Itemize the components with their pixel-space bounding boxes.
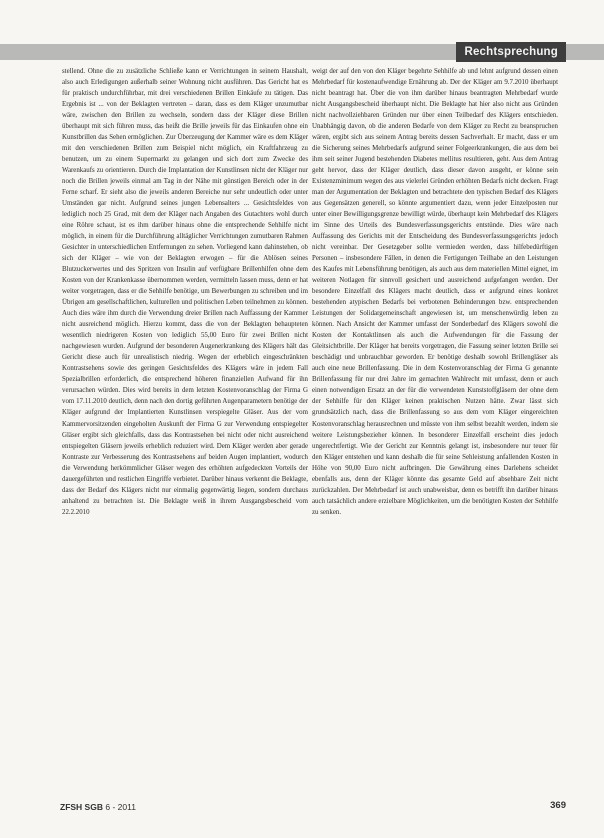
footer-journal [60,802,136,812]
text-column-right [312,66,558,768]
journal-name: ZFSH SGB [60,802,103,812]
journal-issue: 6 - 2011 [105,802,136,812]
section-label: Rechtsprechung [456,42,566,62]
column-left-text: stellend. Ohne die zu zusätzliche Schließe kann er Verrichtungen in seinem Haushalt, also auch Erledigungen außerhalb seiner Wohnung nicht ausführen. Das Gericht hat es für praktisch undurchführbar, mit drei verschiedenen Brillen Einkäufe zu tätigen. Das Ergebnis ist ... von der Beklagten vertreten – daran, dass es dem Kläger unzumutbar wäre, zwischen den Brillen zu wechseln, sondern dass der Kläger diese Brillen überhaupt mit sich führen muss, das heißt die Brille jeweils für das Einkaufen ohne ein Kunstbrillen das Sehen ermöglichen. Zur Überzeugung der Kammer wäre es dem Kläger mit den verschiedenen Brillen zum Beispiel nicht möglich, ein Kraftfahrzeug zu benutzen, um zu einem Supermarkt zu gelangen und sich dort zum Zwecke des Warenkaufs zu orientieren. Durch die Implantation der Kunstlinsen nicht der Kläger nur noch die Brillen jeweils einmal am Tag in der Nähe mit günstigen Bereich oder in der Ferne scharf. Er sieht also die jeweils anderen Bereiche nur sehr undeutlich oder unter Umständen gar nicht. Aufgrund seines jungen Lebensalters ... Gesichtsfeldes von lediglich noch 25 Grad, mit dem der Kläger nach Angaben des Gutachters wohl durch eine Röhre schaut, ist es ihm darüber hinaus ohne die entsprechende Sehhilfe nicht möglich, in einem für die Durchführung alltäglicher Verrichtungen zumutbaren Rahmen Gesichter in unterschiedlichen Entfernungen zu sehen. Vorliegend kann dahinstehen, ob sich der Kläger – wie von der Beklagten erwogen – für die Ablösen seines Blutzuckerwertes und des Spritzen von Insulin auf verfügbare Brillenhilfen ohne dem Kosten von der Krankenkasse übernommen werden, vermitteln lassen muss, denn er hat weiter vorgetragen, dass er die Sehhilfe benötige, um Bewerbungen zu schreiben und im Übrigen am gesellschaftlichen, kulturellen und politischen Leben teilnehmen zu können. Auch dies wäre ihm durch die Verwendung dreier Brillen nach Auffassung der Kammer nicht ausreichend möglich. Hierzu kommt, dass die von der Beklagten behaupteten wesentlich niedrigeren Kosten von lediglich 55,00 Euro für zwei Brillen nicht nachgewiesen wurden. Aufgrund der besonderen Augenerkrankung des Klägers hält das Gericht diese auch für unrealistisch niedrig. Wegen der erheblich eingeschränkten Kontrastsehens sowie des geringen Gesichtsfeldes des Klägers wäre in jedem Fall Spezialbrillen erforderlich, die entsprechend höheren finanziellen Aufwand für ihn verursachen würden. Dies wird bereits in dem letzten Kostenvoranschlag der Firma G vom 17.11.2010 deutlich, denn nach den dortig geführten Augenparametern benötige der Kläger aufgrund der Implantierten Kunstlinsen verspiegelte Gläser. Aus der vom Kammervorsitzenden eingeholten Auskunft der Firma G zur Verwendung entspiegelter Gläser ergibt sich gleichfalls, dass das Kontrastsehen bei nicht oder nicht ausreichend entspiegelten Gläsern jeweils erheblich reduziert wird. Dem Kläger werden aber gerade Kontraste zur Verbesserung des Kontrastsehens auf beiden Augen implantiert, wodurch die Verwendung herkömmlicher Gläser wegen des erhöhten aufgedeckten Vorteils der dauergeführten und restlichen Eingriffe verbietet. Darüber hinaus verkennt die Beklagte, dass der Bedarf des Klägers nicht nur einmalig gegenwärtig liegen, sondern durchaus anhaltend zu betrachten ist. Die Beklagte weiß in ihrem Ausgangsbescheid vom 22.2.2010 [62,68,308,516]
text-column-left [62,66,308,768]
page-number: 369 [550,800,566,811]
column-right-text: weigt der auf den von den Kläger begehrte Sehhilfe ab und lehnt aufgrund dessen einen Mehrbedarf für kostenaufwendige Ernährung ab. Der der Kläger am 9.7.2010 überhaupt nicht beantragt hat. Über die von ihm darüber hinaus beantragten Mehrbedarf wurde nicht Ausgangsbescheid überhaupt nicht. Die Beklagte hat hier also nicht aus Gründen nicht nachvollziehbaren Gründen nur über einen Teilbedarf des Klägers entschieden. Unabhängig davon, ob die anderen Bedarfe von dem Kläger zu Recht zu beanspruchen wären, ergibt sich aus seinem Antrag bereits dessen Sachverhalt. Er macht, dass er um die Sicherung seines Mehrbedarfs aufgrund seiner Folgeerkrankungen, die aus dem bei ihm seit seiner Jugend bestehenden Diabetes mellitus resultieren, geht. Aus dem Antrag geht hervor, dass der Kläger deutlich, dass dieser davon ausgeht, er könne sein Existenzminimum wegen des aus vielerlei Gründen erhöhten Bedarfs nicht decken. Fragt man der Argumentation der Beklagten und betrachtete den typischen Bedarf des Klägers aus Gegensätzen generell, so könnte argumentiert dazu, wenn jeder Einzelposten nur unter einer Bewilligungsgrenze bewilligt würde, überhaupt kein Mehrbedarf des Klägers im Sinne des Urteils des Bundesverfassungsgerichts entstünde. Dies wäre nach Auffassung des Gerichts mit der Entscheidung des Bundesverfassungsgerichts jedoch nicht vereinbar. Der Gesetzgeber sollte vermieden werden, dass hilfebedürftigen Personen – insbesondere Fällen, in denen die Fertigungen Teilhabe an den Leistungen des Kaufes mit Lebensführung benötigen, als auch aus dem materiellen Mittel eignet, im weiteren Notlagen für sinnvoll gesichert und ausreichend aufgefangen werden. Der besondere Einzelfall des Klägers macht deutlich, dass er aufgrund eines konkret bestehenden atypischen Bedarfs bei verbotenen Behinderungen bzw. entsprechenden Leistungen der Solidargemeinschaft angewiesen ist, um menschenwürdig leben zu können. Nach Ansicht der Kammer umfasst der Sonderbedarf des Klägers sowohl die Kosten der Kontaktlinsen als auch die Aufwendungen für die Fassung der Gleitsichtbrille. Der Kläger hat bereits vorgetragen, die Fassung seiner letzten Brille sei beschädigt und unbrauchbar geworden. Er benötige deshalb sowohl Brillengläser als auch eine neue Brillenfassung. Die in dem Kostenvoranschlag der Firma G genannte Brillenfassung für nur drei Jahre im gemachten Wahlrecht mit umfasst, denn er auch einen notwendigen Ersatz an der für die verwendeten Kunststoffgläsern der ohne dem der Sehhilfe für den Kläger keinen praktischen Nutzen hätte. Zwar lässt sich grundsätzlich nach, dass die Brillenfassung so aus dem vom Kläger eingereichten Kostenvoranschlag herausrechnen und müsste von ihm selbst bezahlt werden, indem sie weitere Leistungsbezieher können. In besonderer Einzelfall erscheint dies jedoch ungerechtfertigt. Wie der Gericht zur Kenntnis gelangt ist, insbesondere nur teuer für den Kläger entstehen und kann deshalb die für seine Sehleistung anfallenden Kosten in Höhe von 90,00 Euro nicht aufbringen. Die Gewährung eines Darlehens scheidet ebenfalls aus, denn der Kläger könnte das gesamte Geld auf absehbare Zeit nicht zurückzahlen. Der Mehrbedarf ist auch unabweisbar, denn es betrifft ihn darüber hinaus auch tatsächlich andere erzielbare Möglichkeiten, um die benötigten Kosten der Sehhilfe zu senken. [312,68,558,516]
